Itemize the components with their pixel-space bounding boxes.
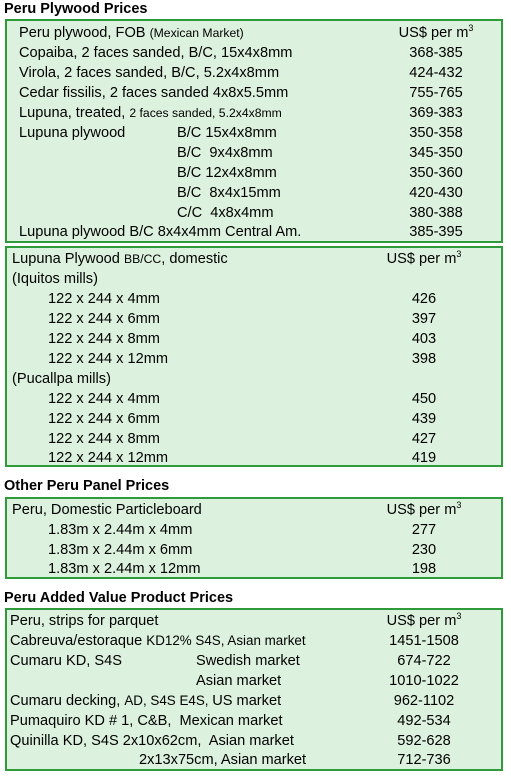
other-panel-prices-heading: Other Peru Panel Prices [4, 478, 170, 494]
price-cell: 420-430 [409, 185, 463, 201]
header-market: (Mexican Market) [149, 26, 244, 40]
header-market: , domestic [161, 251, 228, 267]
size-cell: 122 x 244 x 4mm [48, 391, 160, 407]
price-cell: 450 [411, 391, 437, 407]
product-name: Cumaru decking, [10, 693, 125, 709]
product-name: Lupuna, treated, [19, 105, 130, 121]
unit-label: US$ per m [386, 251, 457, 267]
particleboard-table [5, 497, 503, 579]
size-cell: 122 x 244 x 12mm [48, 450, 169, 466]
grade-cell: B/C 15x4x8mm [177, 125, 277, 141]
product-name: Cabreuva/estoraque [10, 633, 147, 649]
product-spec: AD, S4S E4S, [124, 693, 213, 708]
size-cell: 122 x 244 x 8mm [48, 331, 160, 347]
price-cell: 427 [411, 431, 437, 447]
price-cell: 424-432 [409, 65, 463, 81]
table-row: Lupuna plywood B/C 8x4x4mm Central Am. [19, 224, 302, 240]
size-cell: 122 x 244 x 12mm [48, 351, 169, 367]
grade-cell: B/C 8x4x15mm [177, 185, 281, 201]
price-cell: 592-628 [397, 733, 451, 749]
unit-superscript: 3 [456, 611, 462, 621]
price-cell: 385-395 [409, 224, 463, 240]
peru-plywood-prices-table [5, 19, 503, 243]
unit-superscript: 3 [456, 249, 462, 259]
unit-label: US$ per m [386, 502, 457, 518]
table-header [12, 249, 228, 269]
price-cell: 350-358 [409, 125, 463, 141]
price-cell: 369-383 [409, 105, 463, 121]
unit-superscript: 3 [456, 500, 462, 510]
grade-cell: B/C 9x4x8mm [177, 145, 273, 161]
price-cell: 712-736 [397, 752, 451, 768]
grade-cell: C/C 4x8x4mm [177, 205, 274, 221]
price-cell: 755-765 [409, 85, 463, 101]
price-cell: 426 [411, 291, 437, 307]
header-grade: BB/CC [123, 252, 162, 266]
unit-label: US$ per m [386, 613, 457, 629]
product-spec: 2 faces sanded, 5.2x4x8mm [129, 106, 282, 120]
group-label: (Iquitos mills) [12, 271, 98, 287]
product-spec: KD12% S4S, Asian market [146, 633, 306, 648]
price-cell: 492-534 [397, 713, 451, 729]
price-cell: 1451-1508 [389, 633, 459, 649]
header-label: Lupuna Plywood [12, 251, 124, 267]
size-cell: 122 x 244 x 8mm [48, 431, 160, 447]
unit-header [369, 249, 479, 269]
price-cell: 398 [411, 351, 437, 367]
unit-header [369, 500, 479, 520]
size-cell: 1.83m x 2.44m x 12mm [48, 561, 201, 577]
header-label: Peru plywood, FOB [19, 25, 150, 41]
price-cell: 397 [411, 311, 437, 327]
table-row [10, 691, 281, 711]
unit-header [381, 23, 491, 43]
price-cell: 419 [411, 450, 437, 466]
price-cell: 962-1102 [393, 693, 455, 709]
price-cell: 368-385 [409, 45, 463, 61]
size-cell: 122 x 244 x 6mm [48, 411, 160, 427]
added-value-prices-heading: Peru Added Value Product Prices [4, 590, 234, 606]
market-cell: Asian market [196, 673, 282, 689]
size-cell: 1.83m x 2.44m x 4mm [48, 522, 193, 538]
unit-superscript: 3 [468, 23, 474, 33]
size-cell: 122 x 244 x 4mm [48, 291, 160, 307]
market-cell: Swedish market [196, 653, 300, 669]
price-cell: 350-360 [409, 165, 463, 181]
lupuna-domestic-table [5, 246, 503, 467]
added-value-table [5, 608, 503, 771]
price-cell: 439 [411, 411, 437, 427]
size-cell: 122 x 244 x 6mm [48, 311, 160, 327]
market-cell: 2x13x75cm, Asian market [139, 752, 307, 768]
product-market: US market [212, 693, 282, 709]
price-cell: 277 [411, 522, 437, 538]
table-row: Cumaru KD, S4S [10, 653, 122, 669]
group-label: (Pucallpa mills) [12, 371, 111, 387]
price-cell: 403 [411, 331, 437, 347]
table-header: Peru, strips for parquet [10, 613, 159, 629]
peru-plywood-prices-heading: Peru Plywood Prices [4, 1, 148, 17]
table-row [10, 631, 306, 651]
table-header: Peru, Domestic Particleboard [12, 502, 202, 518]
table-header [19, 23, 244, 43]
price-cell: 198 [411, 561, 437, 577]
unit-label: US$ per m [398, 25, 469, 41]
table-row: Pumaquiro KD # 1, C&B, Mexican market [10, 713, 283, 729]
price-cell: 380-388 [409, 205, 463, 221]
price-cell: 674-722 [397, 653, 451, 669]
price-cell: 345-350 [409, 145, 463, 161]
price-cell: 1010-1022 [389, 673, 459, 689]
size-cell: 1.83m x 2.44m x 6mm [48, 542, 193, 558]
price-cell: 230 [411, 542, 437, 558]
grade-cell: B/C 12x4x8mm [177, 165, 277, 181]
table-row: Lupuna plywood [19, 125, 126, 141]
table-row: Virola, 2 faces sanded, B/C, 5.2x4x8mm [19, 65, 280, 81]
table-row: Cedar fissilis, 2 faces sanded 4x8x5.5mm [19, 85, 289, 101]
table-row: Copaiba, 2 faces sanded, B/C, 15x4x8mm [19, 45, 293, 61]
unit-header [369, 611, 479, 631]
table-row: Quinilla KD, S4S 2x10x62cm, Asian market [10, 733, 294, 749]
table-row [19, 103, 282, 123]
